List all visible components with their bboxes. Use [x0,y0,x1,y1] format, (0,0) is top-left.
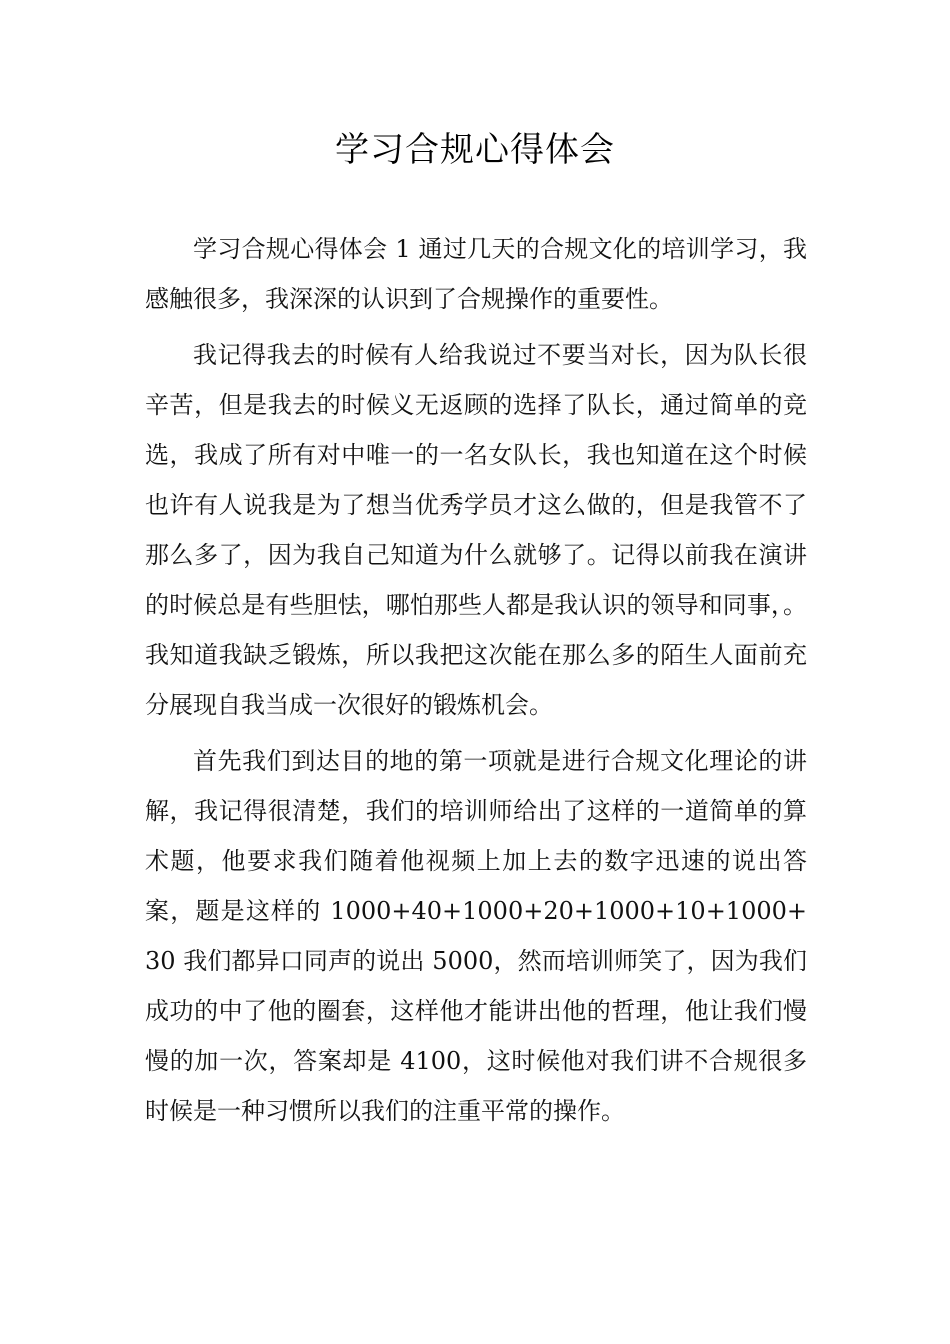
paragraph-1: 学习合规心得体会 1 通过几天的合规文化的培训学习，我感触很多，我深深的认识到了合规操作的重要性。 [145,235,807,313]
paragraph-2: 我记得我去的时候有人给我说过不要当对长，因为队长很辛苦，但是我去的时候义无返顾的选择了队长，通过简单的竞选，我成了所有对中唯一的一名女队长，我也知道在这个时候也许有人说我是为了想当优秀学员才这么做的，但是我管不了那么多了，因为我自己知道为什么就够了。记得以前我在演讲的时候总是有些胆怯，哪怕那些人都是我认识的领导和同事，。我知道我缺乏锻炼，所以我把这次能在那么多的陌生人面前充分展现自我当成一次很好的锻炼机会。 [145,341,807,719]
paragraph-3: 首先我们到达目的地的第一项就是进行合规文化理论的讲解，我记得很清楚，我们的培训师给出了这样的一道简单的算术题，他要求我们随着他视频上加上去的数字迅速的说出答案，题是这样的 1000+40+1000+20+1000+10+1000+30 我们都异口同声的说出 5000，然而培训师笑了，因为我们成功的中了他的圈套，这样他才能讲出他的哲理，他让我们慢慢的加一次，答案却是 4100，这时候他对我们讲不合规很多时候是一种习惯所以我们的注重平常的操作。 [145,747,807,1125]
document-title: 学习合规心得体会 [335,130,615,170]
document-body [145,224,807,1136]
